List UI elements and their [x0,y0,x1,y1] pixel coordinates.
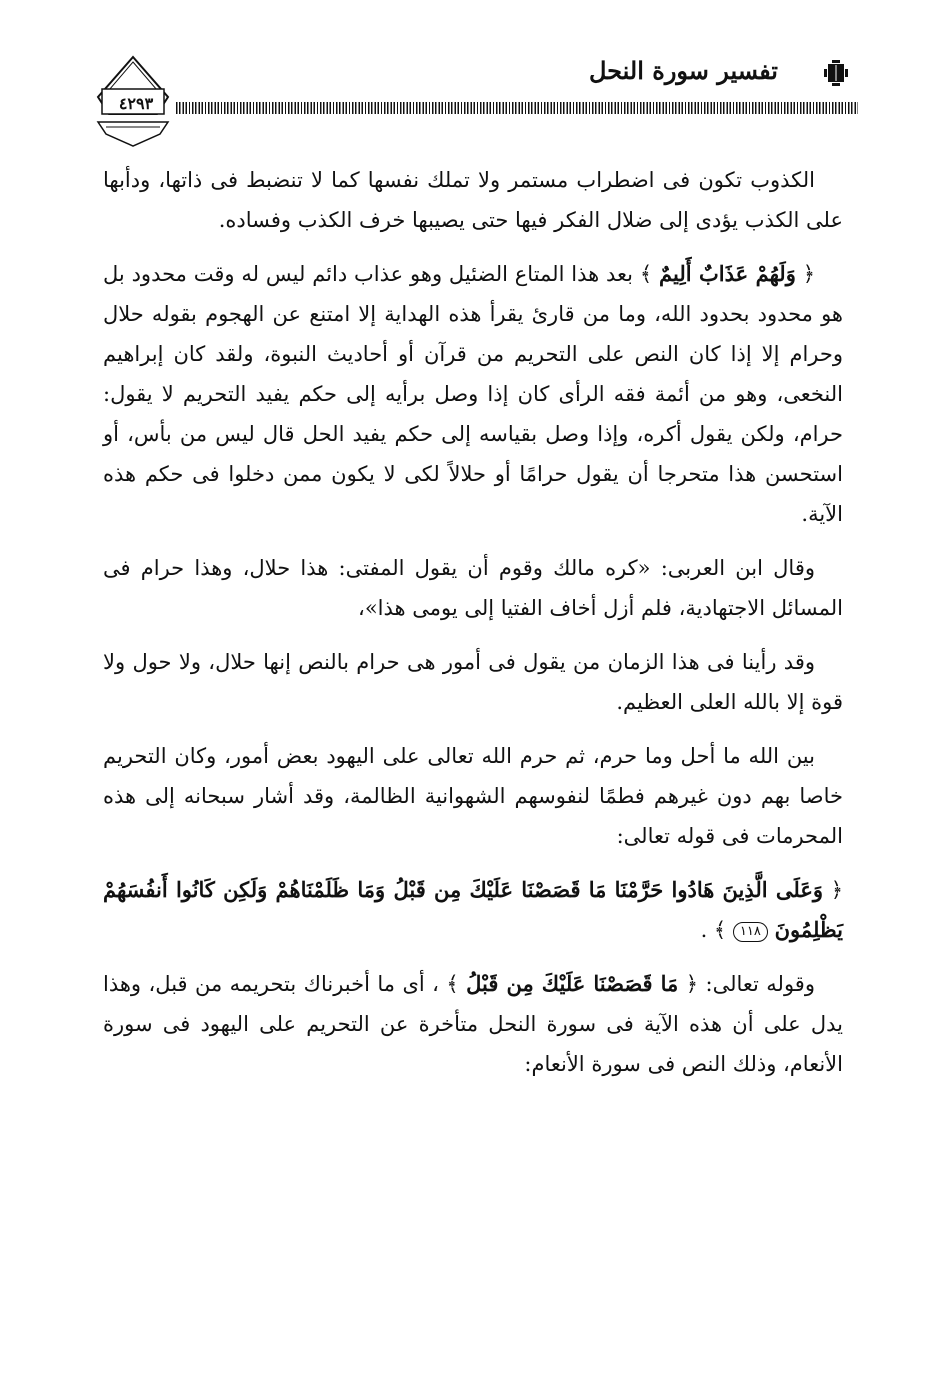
paragraph-3 [103,548,843,628]
quran-open-bracket: ﴿ [830,878,843,902]
quran-verse: وَعَلَى الَّذِينَ هَادُوا حَرَّمْنَا مَا قَصَصْنَا عَلَيْكَ مِن قَبْلُ وَمَا ظَلَمْنَاهُمْ وَلَكِن كَانُوا أَنفُسَهُمْ يَظْلِمُونَ [103,877,843,942]
page-header [88,52,858,152]
quran-close-bracket: ﴾ [639,262,653,286]
paragraph-2-text: بعد هذا المتاع الضئيل وهو عذاب دائم ليس له وقت محدود بل هو محدود بحدود الله، وما من قارئ يقرأ هذه الهداية إلا امتنع عن الهجوم بقوله حلال وحرام إلا إذا كان النص على التحريم من قرآن أو أحاديث النبوة، ولقد كان إبراهيم النخعى، وهو من أئمة فقه الرأى كان إذا وصل برأيه إلى حكم يفيد التحريم لا يقول: حرام، ولكن يقول أكره، وإذا وصل بقياسه إلى حكم يفيد الحل قال ليس من بأس، أو استحسن هذا متحرجا أن يقول حرامًا أو حلالاً لكى لا يكون ممن دخلوا فى حكم هذه الآية. [103,262,843,526]
paragraph-1 [103,160,843,240]
paragraph-7-lead: وقوله تعالى: [698,972,815,996]
paragraph-5 [103,736,843,856]
quran-close-bracket: ﴾ . [700,918,727,942]
paragraph-6-verse [103,870,843,950]
verse-number: ١١٨ [733,922,768,942]
paragraph-4 [103,642,843,722]
header-rule [176,102,858,114]
quran-open-bracket: ﴿ [802,262,815,286]
header-ornament-icon [822,60,850,86]
quran-open-bracket: ﴿ [685,972,699,996]
quran-verse: مَا قَصَصْنَا عَلَيْكَ مِن قَبْلُ [466,971,679,996]
body-text [103,160,843,1098]
paragraph-7 [103,964,843,1084]
quran-close-bracket: ﴾ [446,972,459,996]
running-title: تفسير سورة النحل [589,56,778,85]
paragraph-7-text: ، أى ما أخبرناك بتحريمه من قبل، وهذا يدل على أن هذه الآية فى سورة النحل متأخرة عن التحريم على اليهود فى سورة الأنعام، وذلك النص فى سورة الأنعام: [103,972,843,1076]
paragraph-2 [103,254,843,534]
paragraph-5-text: بين الله ما أحل وما حرم، ثم حرم الله تعالى على اليهود بعض أمور، وكان التحريم خاصا بهم دون غيرهم فطمًا لنفوسهم الشهوانية الظالمة، وقد أشار سبحانه إلى هذه المحرمات فى قوله تعالى: [103,744,843,848]
paragraph-4-text: وقد رأينا فى هذا الزمان من يقول فى أمور هى حرام بالنص إنها حلال، ولا حول ولا قوة إلا بالله العلى العظيم. [103,650,843,714]
paragraph-1-text: الكذوب تكون فى اضطراب مستمر ولا تملك نفسها كما لا تنضبط فى ذاتها، ودأبها على الكذب يؤدى إلى ضلال الفكر فيها حتى يصيبها خرف الكذب وفساده. [103,168,843,232]
page-number: ٤٢٩٣ [118,94,154,113]
paragraph-3-text: وقال ابن العربى: «كره مالك وقوم أن يقول المفتى: هذا حلال، وهذا حرام فى المسائل الاجتهادية، فلم أزل أخاف الفتيا إلى يومى هذا»، [103,556,843,620]
quran-verse: وَلَهُمْ عَذَابٌ أَلِيمٌ [659,261,796,286]
